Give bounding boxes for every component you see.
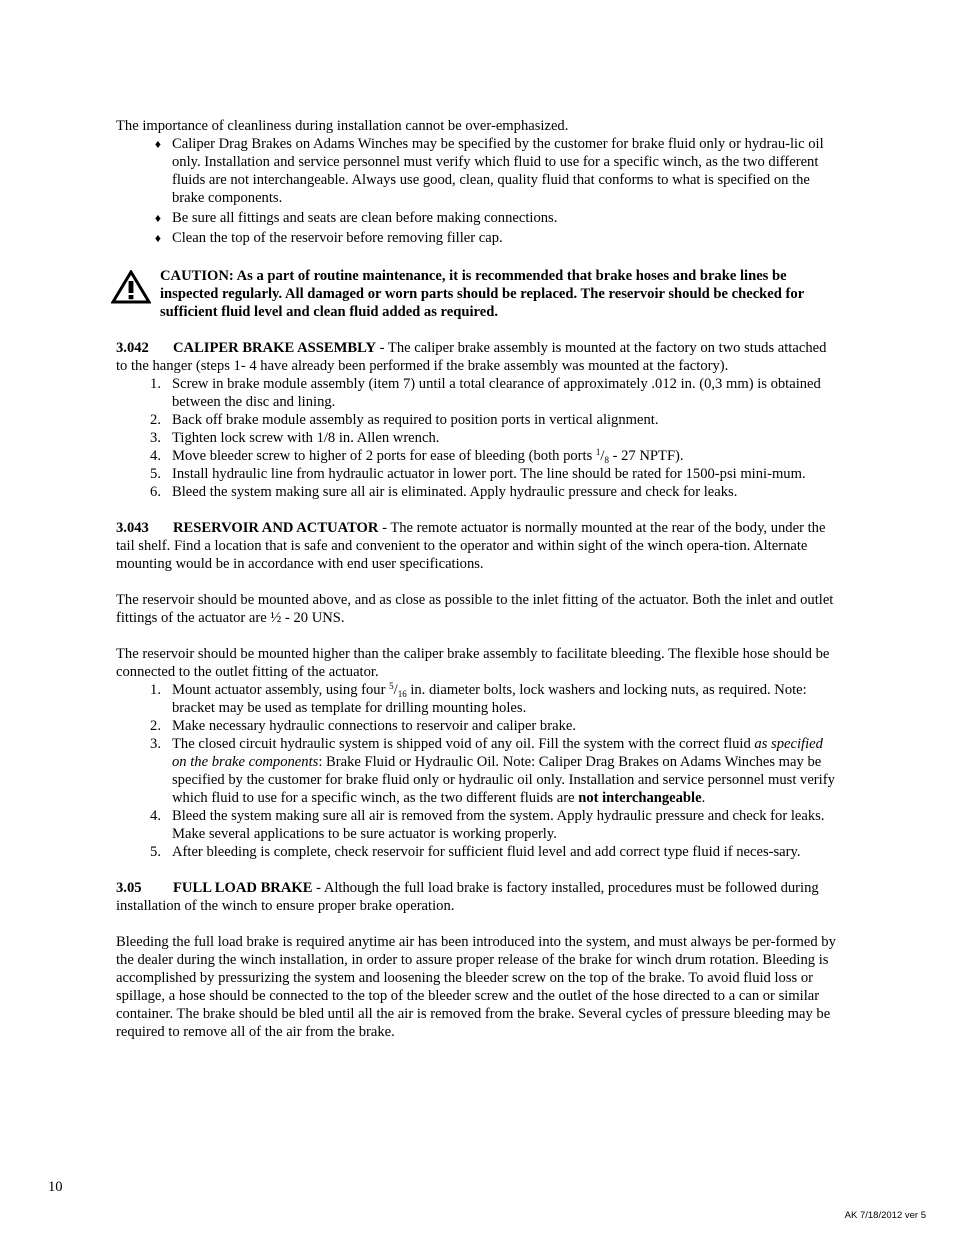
document-body (116, 117, 838, 1041)
section-intro: - The remote actuator is normally mounted at the rear of the body, under the tail shelf. Find a location that is safe and convenient to the operator and within sight of the winch opera-tion. Alternate mounting would be in accordance with end user specifications. (116, 520, 826, 572)
list-item-text: Caliper Drag Brakes on Adams Winches may be specified by the customer for brake fluid only or hydrau-lic oil only. Installation and service personnel must verify which fluid to use for a specific winch, as the two different fluids are not interchangeable. Always use good, clean, quality fluid that conforms to what is specified on the brake components. (172, 136, 824, 206)
list-item (116, 447, 838, 465)
step-text: Tighten lock screw with 1/8 in. Allen wrench. (172, 430, 440, 446)
section-3042-paragraph (116, 339, 838, 375)
step-number: 2. (150, 412, 161, 428)
section-number: 3.043 (116, 520, 149, 536)
bullet-diamond-icon: ♦ (154, 231, 161, 245)
section-title: RESERVOIR AND ACTUATOR (173, 520, 379, 536)
step-text: Mount actuator assembly, using four $^5/_{16}$ in. diameter bolts, lock washers and locking nuts, as required. Note: bracket may be used as template for drilling mounting holes. (172, 681, 807, 716)
section-3043-paragraph (116, 519, 838, 573)
actuator-steps-list (116, 681, 838, 861)
list-item-text: Be sure all fittings and seats are clean before making connections. (172, 210, 558, 226)
list-item (116, 735, 838, 807)
step-number: 4. (150, 448, 161, 464)
bullet-diamond-icon: ♦ (154, 137, 161, 151)
reservoir-paragraph: The reservoir should be mounted above, and as close as possible to the inlet fitting of the actuator. Both the inlet and outlet fittings of the actuator are ½ - 20 UNS. (116, 592, 834, 626)
step-number: 6. (150, 484, 161, 500)
section-intro: - Although the full load brake is factory installed, procedures must be followed during installation of the winch to ensure proper brake operation. (116, 880, 819, 914)
step-number: 1. (150, 682, 161, 698)
list-item (116, 429, 838, 447)
section-305-paragraph (116, 879, 838, 915)
step-text: After bleeding is complete, check reservoir for sufficient fluid level and add correct type fluid if neces-sary. (172, 844, 801, 860)
list-item (116, 375, 838, 411)
step-number: 2. (150, 718, 161, 734)
step-text: Back off brake module assembly as required to position ports in vertical alignment. (172, 412, 659, 428)
page-number: 10 (48, 1179, 63, 1195)
step-text: Make necessary hydraulic connections to reservoir and caliper brake. (172, 718, 576, 734)
list-item (116, 807, 838, 843)
caution-notice (111, 267, 838, 321)
footer-revision-id: AK 7/18/2012 ver 5 (844, 1210, 926, 1221)
step-text: Bleed the system making sure all air is removed from the system. Apply hydraulic pressure and check for leaks. Make several applications to be sure actuator is working properly. (172, 808, 825, 842)
list-item (116, 209, 838, 227)
caliper-steps-list (116, 375, 838, 501)
step-number: 1. (150, 376, 161, 392)
step-text: Install hydraulic line from hydraulic actuator in lower port. The line should be rated for 1500-psi mini-mum. (172, 466, 806, 482)
step-number: 5. (150, 466, 161, 482)
reservoir-hose-paragraph: The reservoir should be mounted higher than the caliper brake assembly to facilitate bleeding. The flexible hose should be connected to the outlet fitting of the actuator. (116, 646, 830, 680)
list-item (116, 483, 838, 501)
step-number: 3. (150, 430, 161, 446)
step-number: 4. (150, 808, 161, 824)
step-text: Move bleeder screw to higher of 2 ports for ease of bleeding (both ports $^1/_8 - 27$ NPTF). (172, 447, 684, 465)
list-item-text: Clean the top of the reservoir before removing filler cap. (172, 230, 503, 246)
bullet-diamond-icon: ♦ (154, 211, 161, 225)
bleeding-paragraph: Bleeding the full load brake is required anytime air has been introduced into the system, and must always be per-formed by the dealer during the winch installation, in order to assure proper release of the brake for winch drum rotation. Bleeding is accomplished by pressurizing the system and loosening the bleeder screw on the top of the brake. To avoid fluid loss or spillage, a hose should be connected to the top of the bleeder screw and the outlet of the hose directed to a can or similar container. The brake should be bled until all the air is removed from the brake. Several cycles of pressure bleeding may be required to remove all of the air from the brake. (116, 934, 836, 1040)
section-title: FULL LOAD BRAKE (173, 880, 313, 896)
list-item (116, 135, 838, 207)
section-number: 3.05 (116, 880, 142, 896)
cleanliness-bullet-list (116, 135, 838, 247)
section-number: 3.042 (116, 340, 149, 356)
list-item (116, 411, 838, 429)
section-intro: - The caliper brake assembly is mounted at the factory on two studs attached to the hanger (steps 1- 4 have already been performed if the brake assembly was mounted at the factory). (116, 340, 827, 374)
step-number: 3. (150, 736, 161, 752)
list-item (116, 465, 838, 483)
list-item (116, 843, 838, 861)
list-item (116, 229, 838, 247)
step-number: 5. (150, 844, 161, 860)
list-item (116, 681, 838, 717)
intro-paragraph: The importance of cleanliness during installation cannot be over-emphasized. (116, 118, 569, 134)
step-text: The closed circuit hydraulic system is shipped void of any oil. Fill the system with the correct fluid as specified on the brake components: Brake Fluid or Hydraulic Oil. Note: Caliper Drag Brakes on Adams Winches may be specified by the customer for brake fluid only or hydraulic oil only. Installation and service personnel must verify which fluid to use for a specific winch, as the two different fluids are not interchangeable. (172, 736, 835, 806)
step-text: Bleed the system making sure all air is eliminated. Apply hydraulic pressure and check for leaks. (172, 484, 738, 500)
list-item (116, 717, 838, 735)
section-title: CALIPER BRAKE ASSEMBLY (173, 340, 377, 356)
caution-text: CAUTION: As a part of routine maintenance, it is recommended that brake hoses and brake lines be inspected regularly. All damaged or worn parts should be replaced. The reservoir should be checked for sufficient fluid level and clean fluid added as required. (160, 268, 804, 320)
step-text: Screw in brake module assembly (item 7) until a total clearance of approximately .012 in. (0,3 mm) is obtained between the disc and lining. (172, 376, 821, 410)
warning-triangle-icon (111, 267, 160, 309)
